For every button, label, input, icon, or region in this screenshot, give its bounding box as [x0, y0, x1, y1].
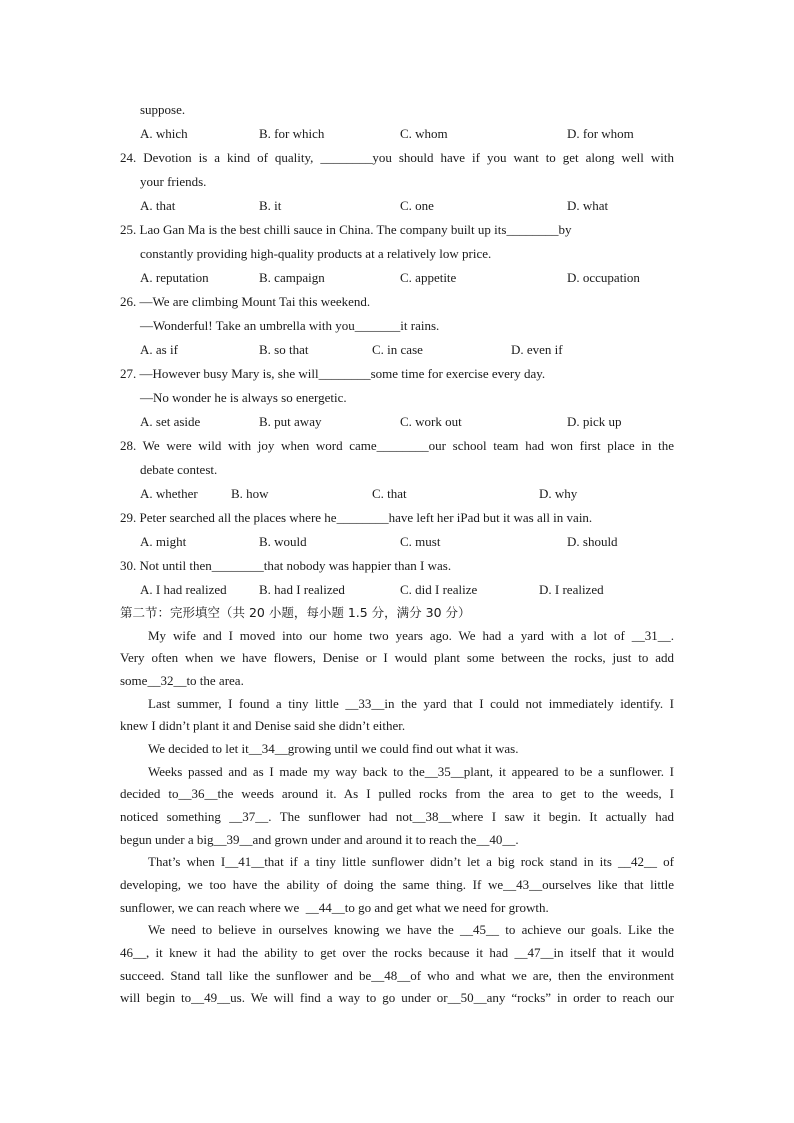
answer-option-o29a: A. might [140, 534, 187, 549]
question-line-q26a: 26. —We are climbing Mount Tai this weekend. [120, 294, 371, 309]
answer-option-o30c: C. did I realize [400, 582, 478, 597]
passage-line-p16: succeed. Stand tall like the sunflower and be__48__of who and what we are, then the environment [120, 968, 674, 983]
question-line-q30a: 30. Not until then________that nobody was happier than I was. [120, 558, 452, 573]
answer-option-o23d: D. for whom [567, 126, 634, 141]
answer-option-o27c: C. work out [400, 414, 462, 429]
answer-option-o24d: D. what [567, 198, 609, 213]
question-line-q29a: 29. Peter searched all the places where he________have left her iPad but it was all in vain. [120, 510, 593, 525]
answer-option-o26c: C. in case [372, 342, 423, 357]
passage-line-p11: That’s when I__41__that if a tiny little sunflower didn’t let a big rock stand in its __42__ of [148, 854, 674, 869]
answer-option-o29b: B. would [259, 534, 307, 549]
question-line-q28b: debate contest. [140, 462, 218, 477]
answer-option-o26d: D. even if [511, 342, 563, 357]
passage-line-p17: will begin to__49__us. We will find a way to go under or__50__any “rocks” in order to reach our [120, 990, 674, 1005]
answer-option-o30a: A. I had realized [140, 582, 227, 597]
passage-line-p15: 46__, it knew it had the ability to get over the rocks because it had __47__in itself that it would [120, 945, 674, 960]
passage-line-p12: developing, we too have the ability of doing the same thing. If we__43__ourselves like that little [120, 877, 674, 892]
answer-option-o23c: C. whom [400, 126, 448, 141]
answer-option-o25c: C. appetite [400, 270, 457, 285]
answer-option-o28a: A. whether [140, 486, 198, 501]
section-heading: 第二节：完形填空（共 20 小题，每小题 1.5 分，满分 30 分） [120, 605, 471, 620]
answer-option-o25b: B. campaign [259, 270, 325, 285]
answer-option-o24a: A. that [140, 198, 176, 213]
passage-line-p10: begun under a big__39__and grown under and around it to reach the__40__. [120, 832, 519, 847]
passage-line-p13: sunflower, we can reach where we __44__to go and get what we need for growth. [120, 900, 549, 915]
passage-line-p8: decided to__36__the weeds around it. As I pulled rocks from the area to get to the weeds, I [120, 786, 674, 801]
passage-line-p1: My wife and I moved into our home two years ago. We had a yard with a lot of __31__. [148, 628, 674, 643]
answer-option-o30b: B. had I realized [259, 582, 345, 597]
answer-option-o24b: B. it [259, 198, 282, 213]
question-line-q27a: 27. —However busy Mary is, she will________some time for exercise every day. [120, 366, 546, 381]
question-line-l0: suppose. [140, 102, 186, 117]
passage-line-p9: noticed something __37__. The sunflower had not__38__where I saw it begin. It actually had [120, 809, 674, 824]
passage-line-p3: some__32__to the area. [120, 673, 244, 688]
passage-line-p7: Weeks passed and as I made my way back to the__35__plant, it appeared to be a sunflower. I [148, 764, 674, 779]
question-line-q25b: constantly providing high-quality products at a relatively low price. [140, 246, 492, 261]
answer-option-o28b: B. how [231, 486, 269, 501]
answer-option-o27a: A. set aside [140, 414, 201, 429]
answer-option-o28c: C. that [372, 486, 407, 501]
answer-option-o29c: C. must [400, 534, 441, 549]
answer-option-o30d: D. I realized [539, 582, 604, 597]
answer-option-o29d: D. should [567, 534, 618, 549]
question-line-q28a: 28. We were wild with joy when word came________our school team had won first place in the [120, 438, 674, 453]
question-line-q24a: 24. Devotion is a kind of quality, ________you should have if you want to get along well with [120, 150, 674, 165]
answer-option-o23b: B. for which [259, 126, 325, 141]
question-line-q26b: —Wonderful! Take an umbrella with you_______it rains. [140, 318, 440, 333]
answer-option-o27b: B. put away [259, 414, 322, 429]
passage-line-p14: We need to believe in ourselves knowing we have the __45__ to achieve our goals. Like the [148, 922, 674, 937]
question-line-q27b: —No wonder he is always so energetic. [140, 390, 347, 405]
answer-option-o25a: A. reputation [140, 270, 209, 285]
passage-line-p5: knew I didn’t plant it and Denise said she didn’t either. [120, 718, 406, 733]
question-line-q24b: your friends. [140, 174, 207, 189]
answer-option-o27d: D. pick up [567, 414, 622, 429]
answer-option-o24c: C. one [400, 198, 434, 213]
answer-option-o26a: A. as if [140, 342, 178, 357]
answer-option-o28d: D. why [539, 486, 578, 501]
answer-option-o26b: B. so that [259, 342, 309, 357]
answer-option-o25d: D. occupation [567, 270, 640, 285]
passage-line-p6: We decided to let it__34__growing until we could find out what it was. [148, 741, 519, 756]
passage-line-p4: Last summer, I found a tiny little __33__in the yard that I could not immediately identify. I [148, 696, 674, 711]
answer-option-o23a: A. which [140, 126, 188, 141]
passage-line-p2: Very often when we have flowers, Denise or I would plant some between the rocks, just to add [120, 650, 674, 665]
question-line-q25a: 25. Lao Gan Ma is the best chilli sauce in China. The company built up its________by [120, 222, 572, 237]
